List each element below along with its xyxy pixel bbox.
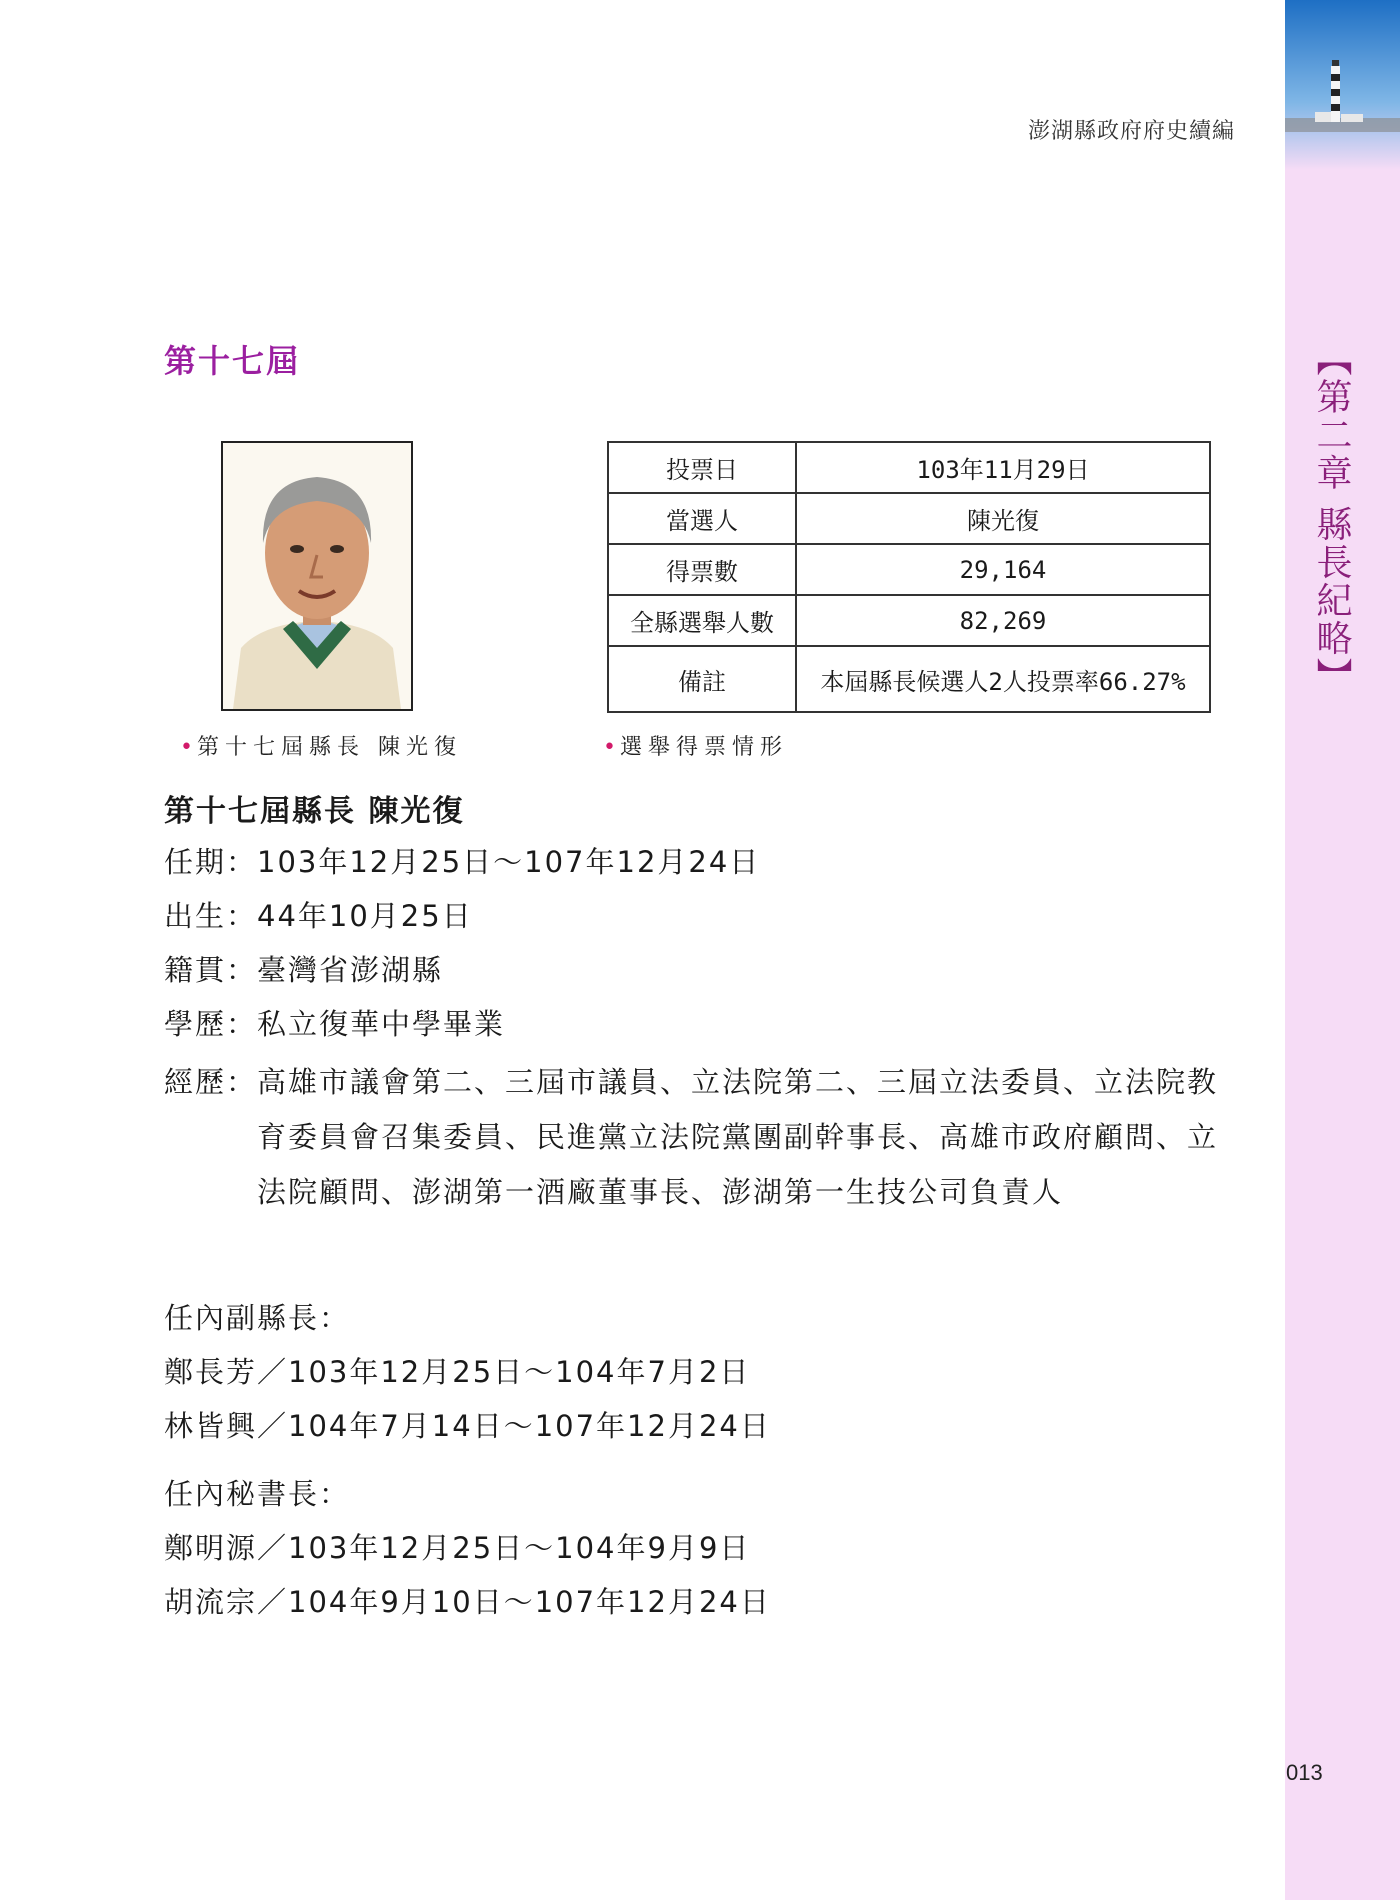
bullet-icon: • (180, 735, 193, 760)
origin-line: 籍貫：臺灣省澎湖縣 (164, 953, 444, 987)
secretary-heading: 任內秘書長： (164, 1477, 351, 1511)
table-cell-value: 本屆縣長候選人2人投票率66.27% (796, 646, 1210, 712)
table-cell-value: 103年11月29日 (796, 442, 1210, 493)
deputy-line: 鄭長芳／103年12月25日～104年7月2日 (164, 1355, 751, 1389)
page-number: 013 (1286, 1760, 1323, 1785)
birth-line: 出生：44年10月25日 (164, 899, 473, 933)
deputy-line: 林皆興／104年7月14日～107年12月24日 (164, 1409, 771, 1443)
table-row (608, 646, 1210, 712)
secretary-line: 胡流宗／104年9月10日～107年12月24日 (164, 1585, 771, 1619)
education-line: 學歷：私立復華中學畢業 (164, 1007, 506, 1041)
table-cell-value: 82,269 (796, 595, 1210, 646)
table-cell-label: 全縣選舉人數 (608, 595, 796, 646)
portrait-caption: • 第十七屆縣長 陳光復 (180, 735, 462, 760)
experience-block (164, 1055, 1234, 1220)
table-cell-value: 29,164 (796, 544, 1210, 595)
table-row (608, 544, 1210, 595)
table-caption: • 選舉得票情形 (603, 735, 788, 760)
side-band (1285, 0, 1400, 1900)
table-cell-label: 備註 (608, 646, 796, 712)
table-row (608, 442, 1210, 493)
table-cell-label: 當選人 (608, 493, 796, 544)
experience-label: 經歷： (164, 1065, 258, 1099)
lighthouse-photo (1285, 0, 1400, 170)
table-cell-label: 得票數 (608, 544, 796, 595)
running-header: 澎湖縣政府府史續編 (1027, 119, 1235, 144)
section-title: 第十七屆 (164, 342, 301, 380)
secretary-line: 鄭明源／103年12月25日～104年9月9日 (164, 1531, 751, 1565)
term-line: 任期：103年12月25日～107年12月24日 (164, 845, 761, 879)
experience-text: 高雄市議會第二、三屆市議員、立法院第二、三屆立法委員、立法院教育委員會召集委員、民進黨立法院黨團副幹事長、高雄市政府顧問、立法院顧問、澎湖第一酒廠董事長、澎湖第一生技公司負責人 (257, 1065, 1219, 1209)
table-row (608, 595, 1210, 646)
deputy-heading: 任內副縣長： (164, 1301, 351, 1335)
chapter-tab: 【第二章 縣長紀略】 (1311, 340, 1352, 696)
bio-title: 第十七屆縣長 陳光復 (164, 794, 465, 829)
bullet-icon: • (603, 735, 616, 760)
table-cell-label: 投票日 (608, 442, 796, 493)
table-cell-value: 陳光復 (796, 493, 1210, 544)
election-results-table (607, 441, 1211, 713)
table-row (608, 493, 1210, 544)
portrait-photo (221, 441, 413, 711)
